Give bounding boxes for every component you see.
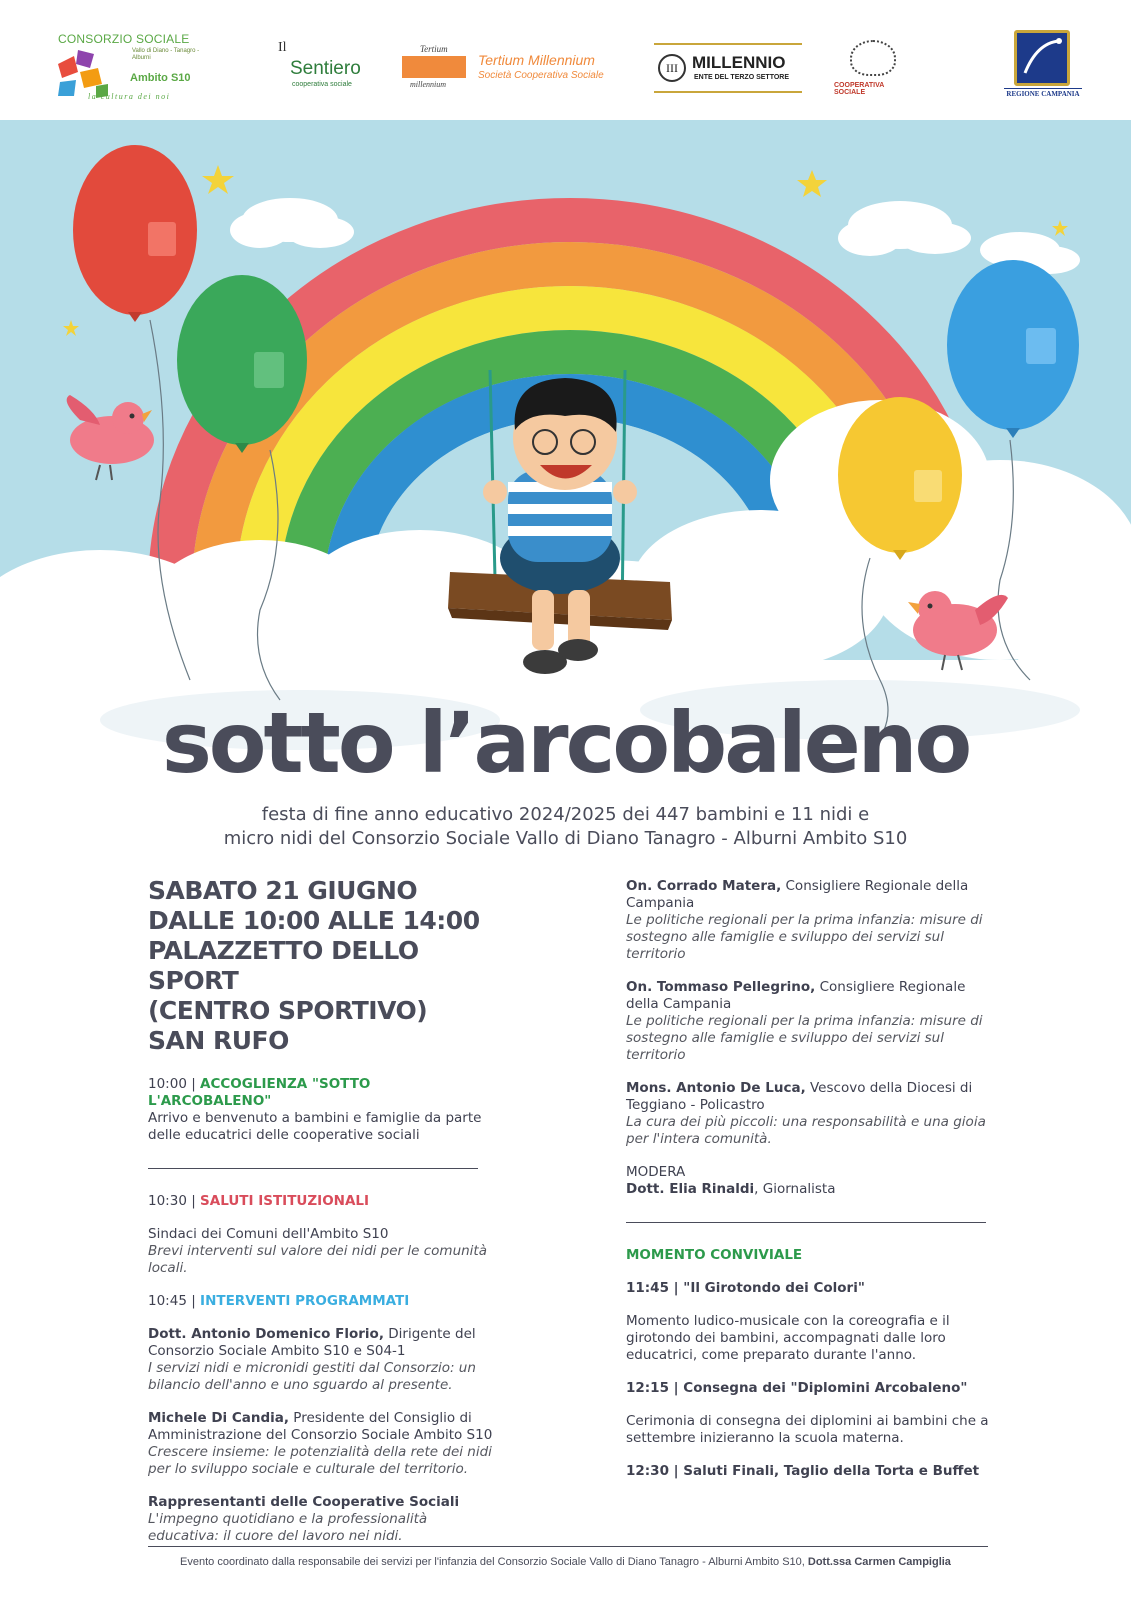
consorzio-ambito: Ambito S10 (130, 72, 191, 84)
speaker-line (626, 979, 996, 1013)
speaker-name: Dott. Antonio Domenico Florio, (148, 1326, 384, 1342)
interventi-heading (148, 1293, 498, 1310)
regione-shield-icon (1014, 30, 1070, 86)
speaker-topic: I servizi nidi e micronidi gestiti dal Consorzio: un bilancio dell'anno e uno sguardo al presente. (148, 1360, 476, 1393)
conviviale-item-text: Cerimonia di consegna dei diplomini ai bambini che a settembre inizieranno la scuola materna. (626, 1413, 989, 1446)
welcome-heading (148, 1076, 498, 1110)
cooperativa-emblem-icon (850, 40, 896, 76)
saluti-time: 10:30 | (148, 1193, 201, 1209)
moderator-name: Dott. Elia Rinaldi (626, 1181, 755, 1197)
speaker-item (626, 1080, 996, 1148)
subtitle-line-2: micro nidi del Consorzio Sociale Vallo di Diano Tanagro - Alburni Ambito S10 (223, 828, 908, 849)
divider (148, 1168, 478, 1169)
speaker-name: Mons. Antonio De Luca, (626, 1080, 806, 1096)
consorzio-sociale-logo (52, 28, 202, 108)
millennio-logo (654, 43, 802, 93)
saluti-italic: Brevi interventi sul valore dei nidi per le comunità locali. (148, 1243, 488, 1276)
consorzio-area: Vallo di Diano - Tanagro - Alburni (132, 48, 200, 61)
speaker-topic: Crescere insieme: le potenzialità della rete dei nidi per lo sviluppo sociale e culturale del territorio. (148, 1444, 492, 1477)
speaker-name: On. Corrado Matera, (626, 878, 782, 894)
conviviale-title: MOMENTO CONVIVIALE (626, 1247, 803, 1263)
rainbow-illustration (0, 120, 1131, 760)
tertium-millennium-logo (402, 44, 622, 92)
conviviale-section (626, 1247, 996, 1480)
sentiero-sub: cooperativa sociale (292, 81, 352, 88)
conviviale-item-text: Momento ludico-musicale con la coreografia e il girotondo dei bambini, accompagnati dalle loro educatrici, come preparato durante l'anno. (626, 1313, 950, 1363)
moderator-line (626, 1181, 996, 1198)
footer-text: Evento coordinato dalla responsabile dei servizi per l'infanzia del Consorzio Sociale Vallo di Diano Tanagro - Alburni Ambito S10, (180, 1556, 808, 1568)
speaker-role: Presidente del Consiglio di Amministrazione del Consorzio Sociale Ambito S10 (148, 1410, 493, 1443)
speaker-item (626, 878, 996, 963)
footer-divider (148, 1546, 988, 1547)
speaker-topic: Le politiche regionali per la prima infanzia: misure di sostegno alle famiglie e sviluppo dei servizi sul territorio (626, 1013, 983, 1063)
cooperativa-sub: COOPERATIVA SOCIALE (834, 82, 885, 96)
interventi-title: INTERVENTI PROGRAMMATI (200, 1293, 410, 1309)
moderator (626, 1164, 996, 1198)
saluti-title: SALUTI ISTITUZIONALI (200, 1193, 370, 1209)
speaker-name: Michele Di Candia, (148, 1410, 290, 1426)
speaker-topic: Le politiche regionali per la prima infanzia: misure di sostegno alle famiglie e sviluppo dei servizi sul territorio (626, 912, 983, 962)
regione-sub: REGIONE CAMPANIA (1004, 88, 1082, 98)
program-left-column (148, 876, 498, 1545)
divider (626, 1222, 986, 1223)
speaker-role: Dirigente del Consorzio Sociale Ambito S10 e S04-1 (148, 1326, 476, 1359)
speaker-line (148, 1326, 498, 1360)
regione-campania-logo (1004, 30, 1082, 102)
tertium-mark-icon (402, 56, 466, 78)
welcome-title: ACCOGLIENZA "SOTTO L'ARCOBALENO" (148, 1076, 371, 1109)
event-town: SAN RUFO (148, 1026, 289, 1055)
millennio-roman: III (658, 54, 686, 82)
consorzio-motto: la cultura dei noi (88, 92, 171, 101)
speaker-line (626, 878, 996, 912)
speaker-item (626, 979, 996, 1064)
sentiero-prefix: Il (278, 40, 287, 55)
speaker-item (148, 1410, 498, 1478)
millennio-name: MILLENNIO (692, 53, 786, 72)
conviviale-item-heading: 12:30 | Saluti Finali, Taglio della Torta e Buffet (626, 1463, 980, 1479)
interventi-time: 10:45 | (148, 1293, 201, 1309)
conviviale-item-heading: 12:15 | Consegna dei "Diplomini Arcobaleno" (626, 1380, 968, 1396)
speaker-name: On. Tommaso Pellegrino, (626, 979, 816, 995)
speaker-role: Vescovo della Diocesi di Teggiano - Policastro (626, 1080, 973, 1113)
consorzio-title: CONSORZIO SOCIALE (58, 32, 190, 46)
speaker-line (148, 1494, 498, 1511)
tertium-sub: Società Cooperativa Sociale (478, 70, 604, 81)
millennio-sub: ENTE DEL TERZO SETTORE (694, 74, 790, 81)
event-date-location (148, 876, 498, 1056)
logo-header (0, 0, 1131, 120)
interventi-section (148, 1293, 498, 1310)
moderator-label: MODERA (626, 1164, 686, 1180)
speaker-role: Consigliere Regionale della Campania (626, 878, 969, 911)
welcome-time: 10:00 | (148, 1076, 201, 1092)
welcome-text: Arrivo e benvenuto a bambini e famiglie da parte delle educatrici delle cooperative sociali (148, 1110, 482, 1143)
event-venue: PALAZZETTO DELLO SPORT (148, 936, 419, 995)
tertium-script: Tertium (420, 44, 448, 54)
subtitle (100, 803, 1031, 851)
cooperativa-logo (832, 38, 914, 94)
speaker-name: Rappresentanti delle Cooperative Sociali (148, 1494, 460, 1510)
footer-name: Dott.ssa Carmen Campiglia (807, 1556, 951, 1568)
speaker-role: Consigliere Regionale della Campania (626, 979, 966, 1012)
saluti-text: Sindaci dei Comuni dell'Ambito S10 (148, 1226, 389, 1242)
sentiero-logo (278, 40, 373, 92)
welcome-section (148, 1076, 498, 1144)
footer (100, 1556, 1031, 1568)
tertium-script-2: millennium (410, 80, 446, 89)
saluti-section (148, 1193, 498, 1277)
speaker-topic: La cura dei più piccoli: una responsabilità e una gioia per l'intera comunità. (626, 1114, 986, 1147)
speaker-item (148, 1494, 498, 1545)
saluti-heading (148, 1193, 498, 1210)
sentiero-name: Sentiero (290, 58, 361, 79)
tertium-name: Tertium Millennium (478, 52, 595, 68)
program-right-column (626, 878, 996, 1480)
event-date: SABATO 21 GIUGNO (148, 876, 418, 905)
speaker-item (148, 1326, 498, 1394)
event-venue-detail: (CENTRO SPORTIVO) (148, 996, 428, 1025)
subtitle-line-1: festa di fine anno educativo 2024/2025 dei 447 bambini e 11 nidi e (261, 804, 870, 825)
speaker-topic: L'impegno quotidiano e la professionalità educativa: il cuore del lavoro nei nidi. (148, 1511, 428, 1544)
page-title: sotto l’arcobaleno (161, 694, 970, 792)
moderator-role: , Giornalista (754, 1181, 836, 1197)
speaker-line (148, 1410, 498, 1444)
speaker-line (626, 1080, 996, 1114)
event-time: DALLE 10:00 ALLE 14:00 (148, 906, 480, 935)
conviviale-item-heading: 11:45 | "Il Girotondo dei Colori" (626, 1280, 865, 1296)
